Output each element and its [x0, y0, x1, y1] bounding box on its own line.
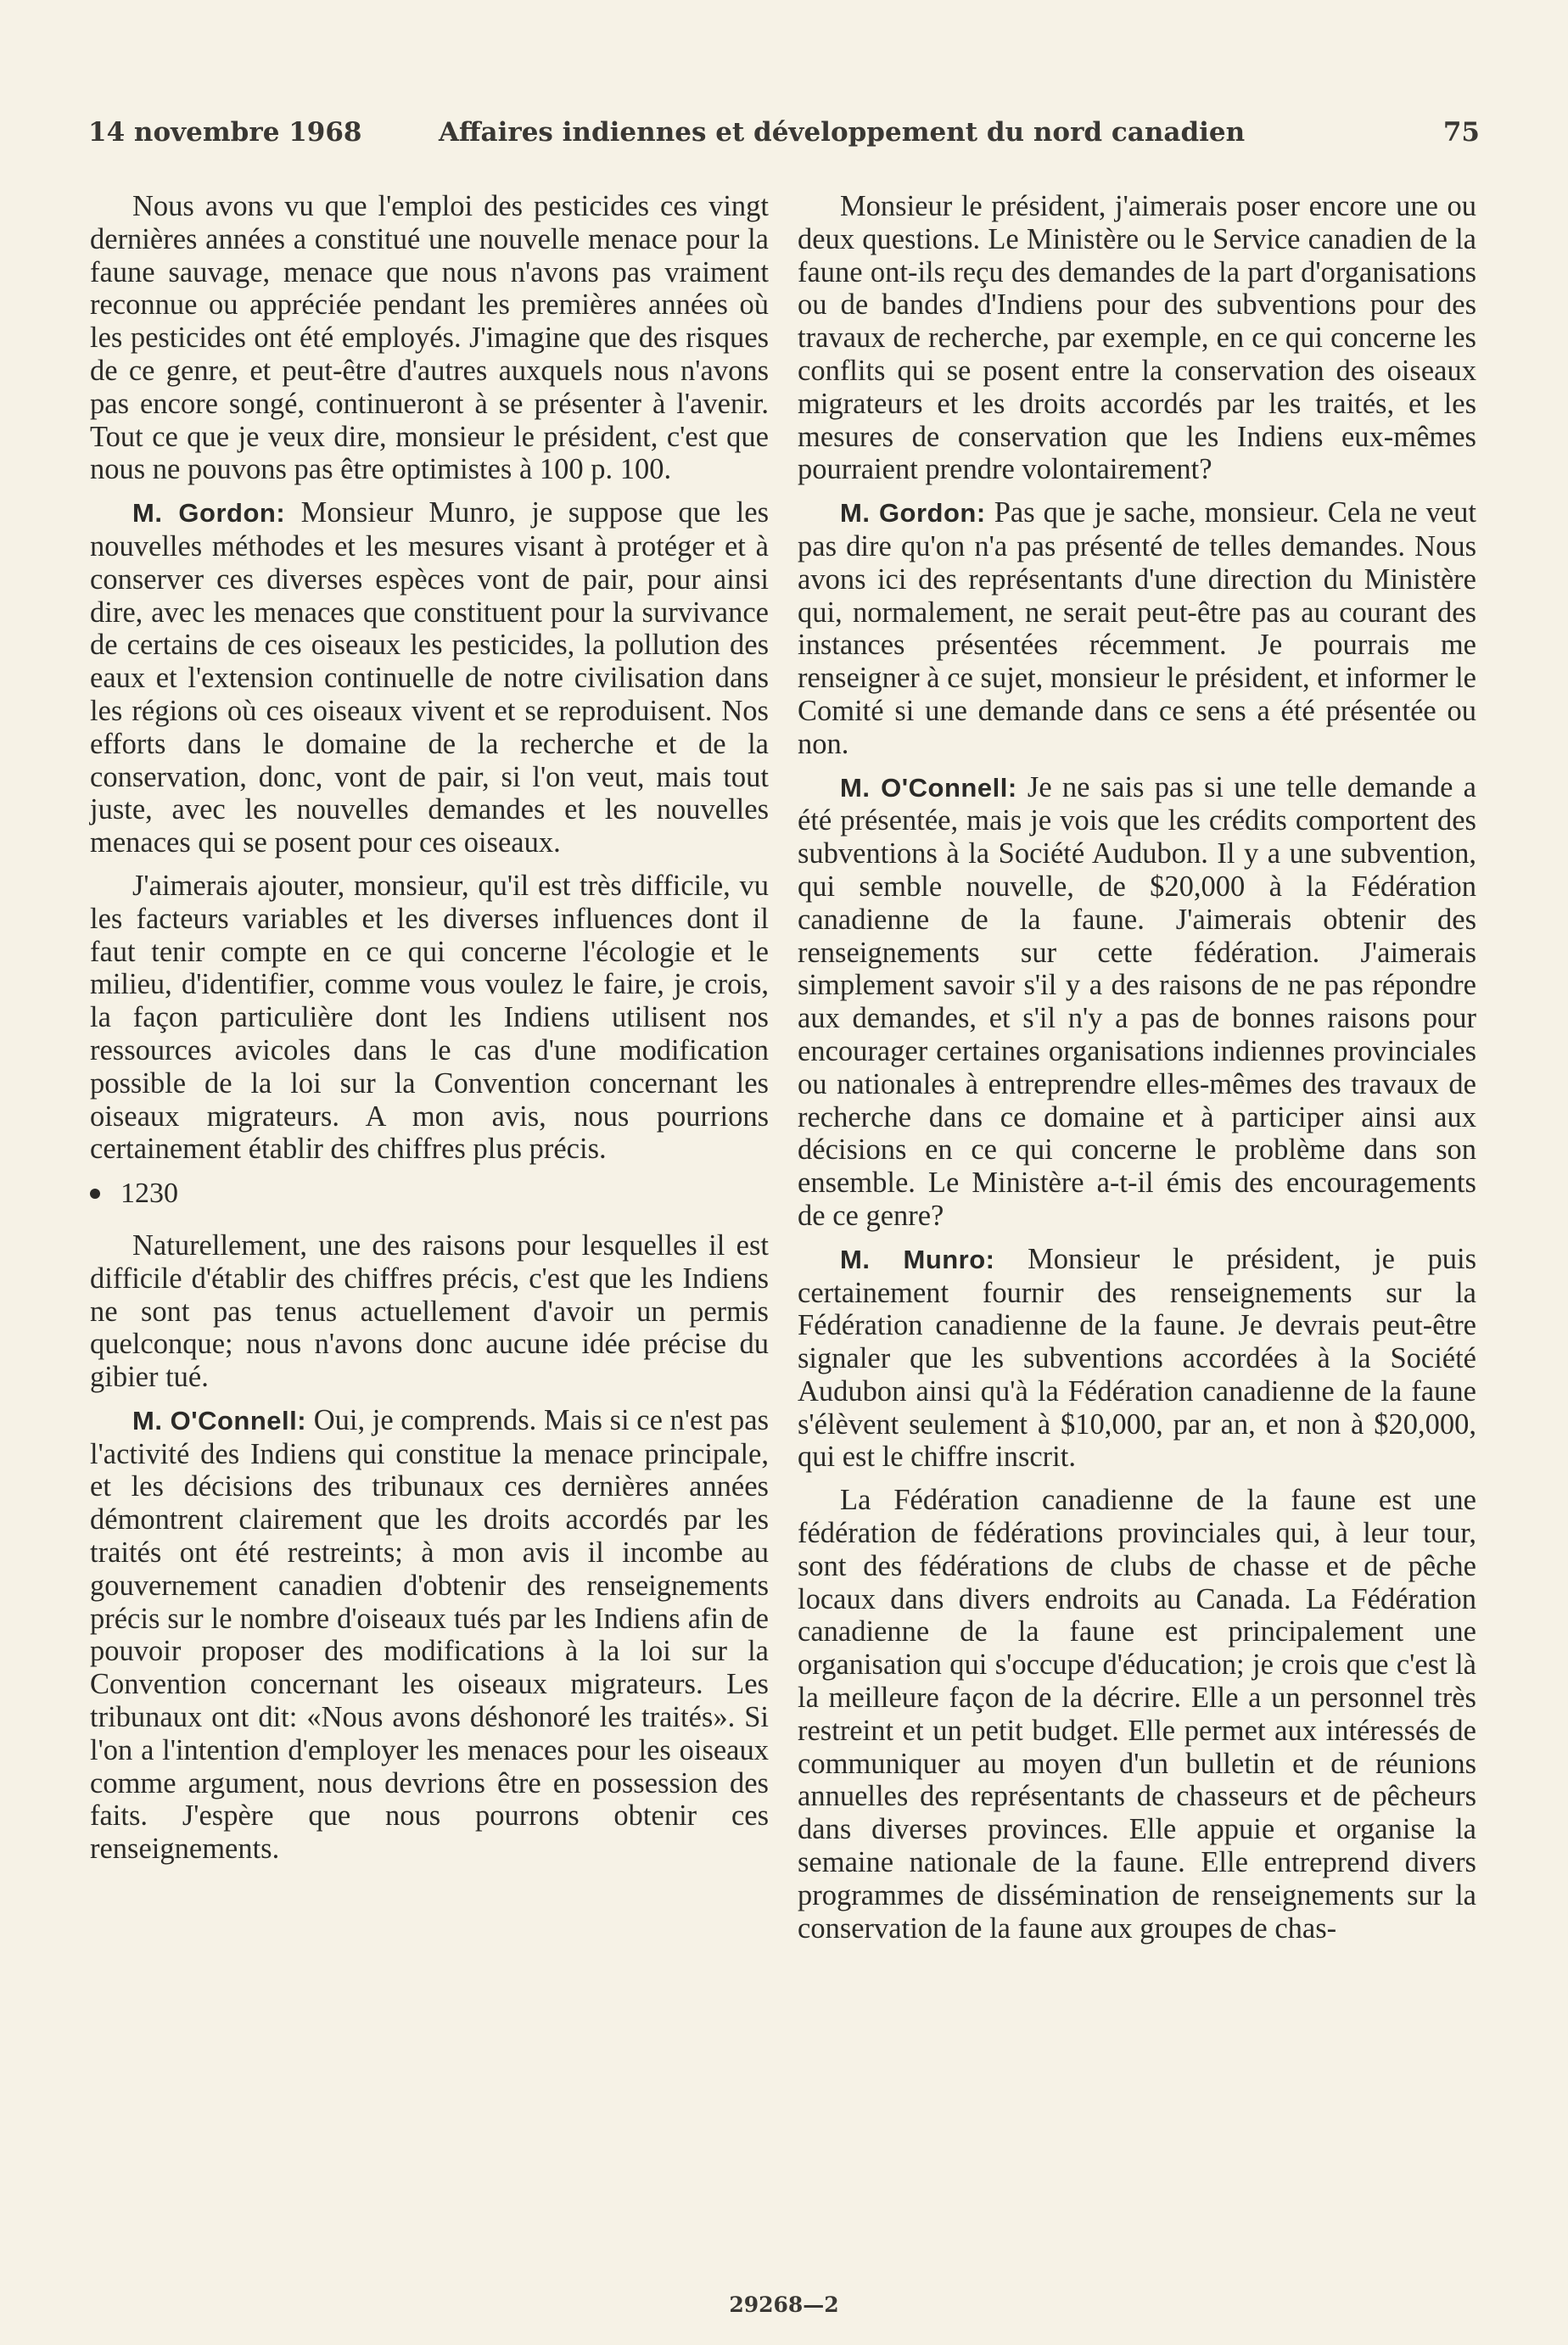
- speaker-name: M. O'Connell:: [132, 1405, 307, 1436]
- header-title: Affaires indiennes et développement du nord canadien: [439, 117, 1246, 148]
- paragraph-text: Oui, je comprends. Mais si ce n'est pas l'activité des Indiens qui constitue la menace principale, et les décisions des tribunaux ces dernières années démontrent clairement que les droits accordés par les traités ont été restreints; à mon avis il incombe au gouvernement canadien d'obtenir des renseignements précis sur le nombre d'oiseaux tués par les Indiens afin de pouvoir proposer des modifications à la loi sur la Convention concernant les oiseaux migrateurs. Les tribunaux ont dit: «Nous avons déshonoré les traités». Si l'on a l'intention d'employer les menaces pour les oiseaux comme argument, nous devrions être en possession des faits. J'espère que nous pourrons obtenir ces renseignements.: [90, 1403, 769, 1866]
- paragraph-text: La Fédération canadienne de la faune est une fédération de fédérations provinciales qui, à leur tour, sont des fédérations de clubs de chasse et de pêche locaux dans divers endroits au Canada. La Fédération canadienne de la faune est principalement une organisation qui s'occupe d'éducation; je crois que c'est là la meilleure façon de la décrire. Elle a un personnel très restreint et un petit budget. Elle permet aux intéressés de communiquer au moyen d'un bulletin et de réunions annuelles des représentants de chasseurs et de pêcheurs dans diverses provinces. Elle appuie et organise la semaine nationale de la faune. Elle entreprend divers programmes de dissémination de renseignements sur la conservation de la faune aux groupes de chas-: [798, 1484, 1476, 1945]
- paragraph: [798, 771, 1476, 1233]
- paragraph: [90, 190, 769, 486]
- paragraph-text: Naturellement, une des raisons pour lesquelles il est difficile d'établir des chiffres précis, c'est que les Indiens ne sont pas tenus actuellement d'avoir un permis quelconque; nous n'avons donc aucune idée précise du gibier tué.: [90, 1228, 769, 1394]
- paragraph: [90, 870, 769, 1166]
- time-marker: [90, 1178, 769, 1211]
- header-date: 14 novembre 1968: [88, 117, 362, 148]
- paragraph: [798, 190, 1476, 486]
- speaker-name: M. Gordon:: [840, 498, 986, 529]
- time-marker-text: 1230: [120, 1178, 178, 1210]
- right-column: [798, 190, 1476, 1955]
- paragraph: [90, 1404, 769, 1866]
- page-number: 75: [1442, 117, 1480, 148]
- paragraph-text: Monsieur le président, j'aimerais poser encore une ou deux questions. Le Ministère ou le Service canadien de la faune ont-ils reçu des demandes de la part d'organisations ou de bandes d'Indiens pour des subventions pour des travaux de recherche, par exemple, en ce qui concerne les conflits qui se posent entre la conservation des oiseaux migrateurs et les droits accordés par les traités, et les mesures de conservation que les Indiens eux-mêmes pourraient prendre volontairement?: [798, 190, 1476, 486]
- paragraph: [798, 1484, 1476, 1945]
- footer-signature: 29268—2: [729, 2292, 839, 2317]
- paragraph: [798, 496, 1476, 760]
- paragraph: [90, 496, 769, 859]
- speaker-name: M. Gordon:: [132, 498, 286, 529]
- speaker-name: M. Munro:: [840, 1244, 995, 1274]
- speaker-name: M. O'Connell:: [840, 772, 1017, 803]
- paragraph-text: Pas que je sache, monsieur. Cela ne veut pas dire qu'on n'a pas présenté de telles demandes. Nous avons ici des représentants d'une direction du Ministère qui, normalement, ne serait peut-être pas au courant des instances présentées récemment. Je pourrais me renseigner à ce sujet, monsieur le président, et informer le Comité si une demande dans ce sens a été présentée ou non.: [798, 496, 1476, 760]
- paragraph: [798, 1243, 1476, 1475]
- left-column: [90, 190, 769, 1876]
- running-header: [88, 117, 1480, 160]
- paragraph-text: Je ne sais pas si une telle demande a été présentée, mais je vois que les crédits comportent des subventions à la Société Audubon. Il y a une subvention, qui semble nouvelle, de $20,000 à la Fédération canadienne de la faune. J'aimerais obtenir des renseignements sur cette fédération. J'aimerais simplement savoir s'il y a des raisons de ne pas répondre aux demandes, et s'il n'y a pas de bonnes raisons pour encourager certaines organisations indiennes provinciales ou nationales à entreprendre elles-mêmes des travaux de recherche dans ce domaine et à participer ainsi aux décisions en ce qui concerne le problème dans son ensemble. Le Ministère a-t-il émis des encouragements de ce genre?: [798, 770, 1476, 1232]
- paragraph-text: Monsieur le président, je puis certainement fournir des renseignements sur la Fédération canadienne de la faune. Je devrais peut-être signaler que les subventions accordées à la Société Audubon ainsi qu'à la Fédération canadienne de la faune s'élèvent seulement à $10,000, par an, et non à $20,000, qui est le chiffre inscrit.: [798, 1242, 1476, 1474]
- paragraph-text: Nous avons vu que l'emploi des pesticides ces vingt dernières années a constitué une nouvelle menace pour la faune sauvage, menace que nous n'avons pas vraiment reconnue ou appréciée pendant les premières années où les pesticides ont été employés. J'imagine que des risques de ce genre, et peut-être d'autres auxquels nous n'avons pas encore songé, continueront à se présenter à l'avenir. Tout ce que je veux dire, monsieur le président, c'est que nous ne pouvons pas être optimistes à 100 p. 100.: [90, 190, 769, 486]
- bullet-icon: [90, 1189, 100, 1199]
- paragraph: [90, 1229, 769, 1394]
- paragraph-text: Monsieur Munro, je suppose que les nouvelles méthodes et les mesures visant à protéger et à conserver ces diverses espèces vont de pair, pour ainsi dire, avec les menaces que constituent pour la survivance de certains de ces oiseaux les pesticides, la pollution des eaux et l'extension continuelle de notre civilisation dans les régions où ces oiseaux vivent et se reproduisent. Nos efforts dans le domaine de la recherche et de la conservation, donc, vont de pair, si l'on veut, mais tout juste, avec les nouvelles demandes et les nouvelles menaces qui se posent pour ces oiseaux.: [90, 496, 770, 859]
- paragraph-text: J'aimerais ajouter, monsieur, qu'il est très difficile, vu les facteurs variables et les diverses influences dont il faut tenir compte en ce qui concerne l'écologie et le milieu, d'identifier, comme vous voulez le faire, je crois, la façon particulière dont les Indiens utilisent nos ressources avicoles dans le cas d'une modification possible de la loi sur la Convention concernant les oiseaux migrateurs. A mon avis, nous pourrions certainement établir des chiffres plus précis.: [90, 869, 769, 1166]
